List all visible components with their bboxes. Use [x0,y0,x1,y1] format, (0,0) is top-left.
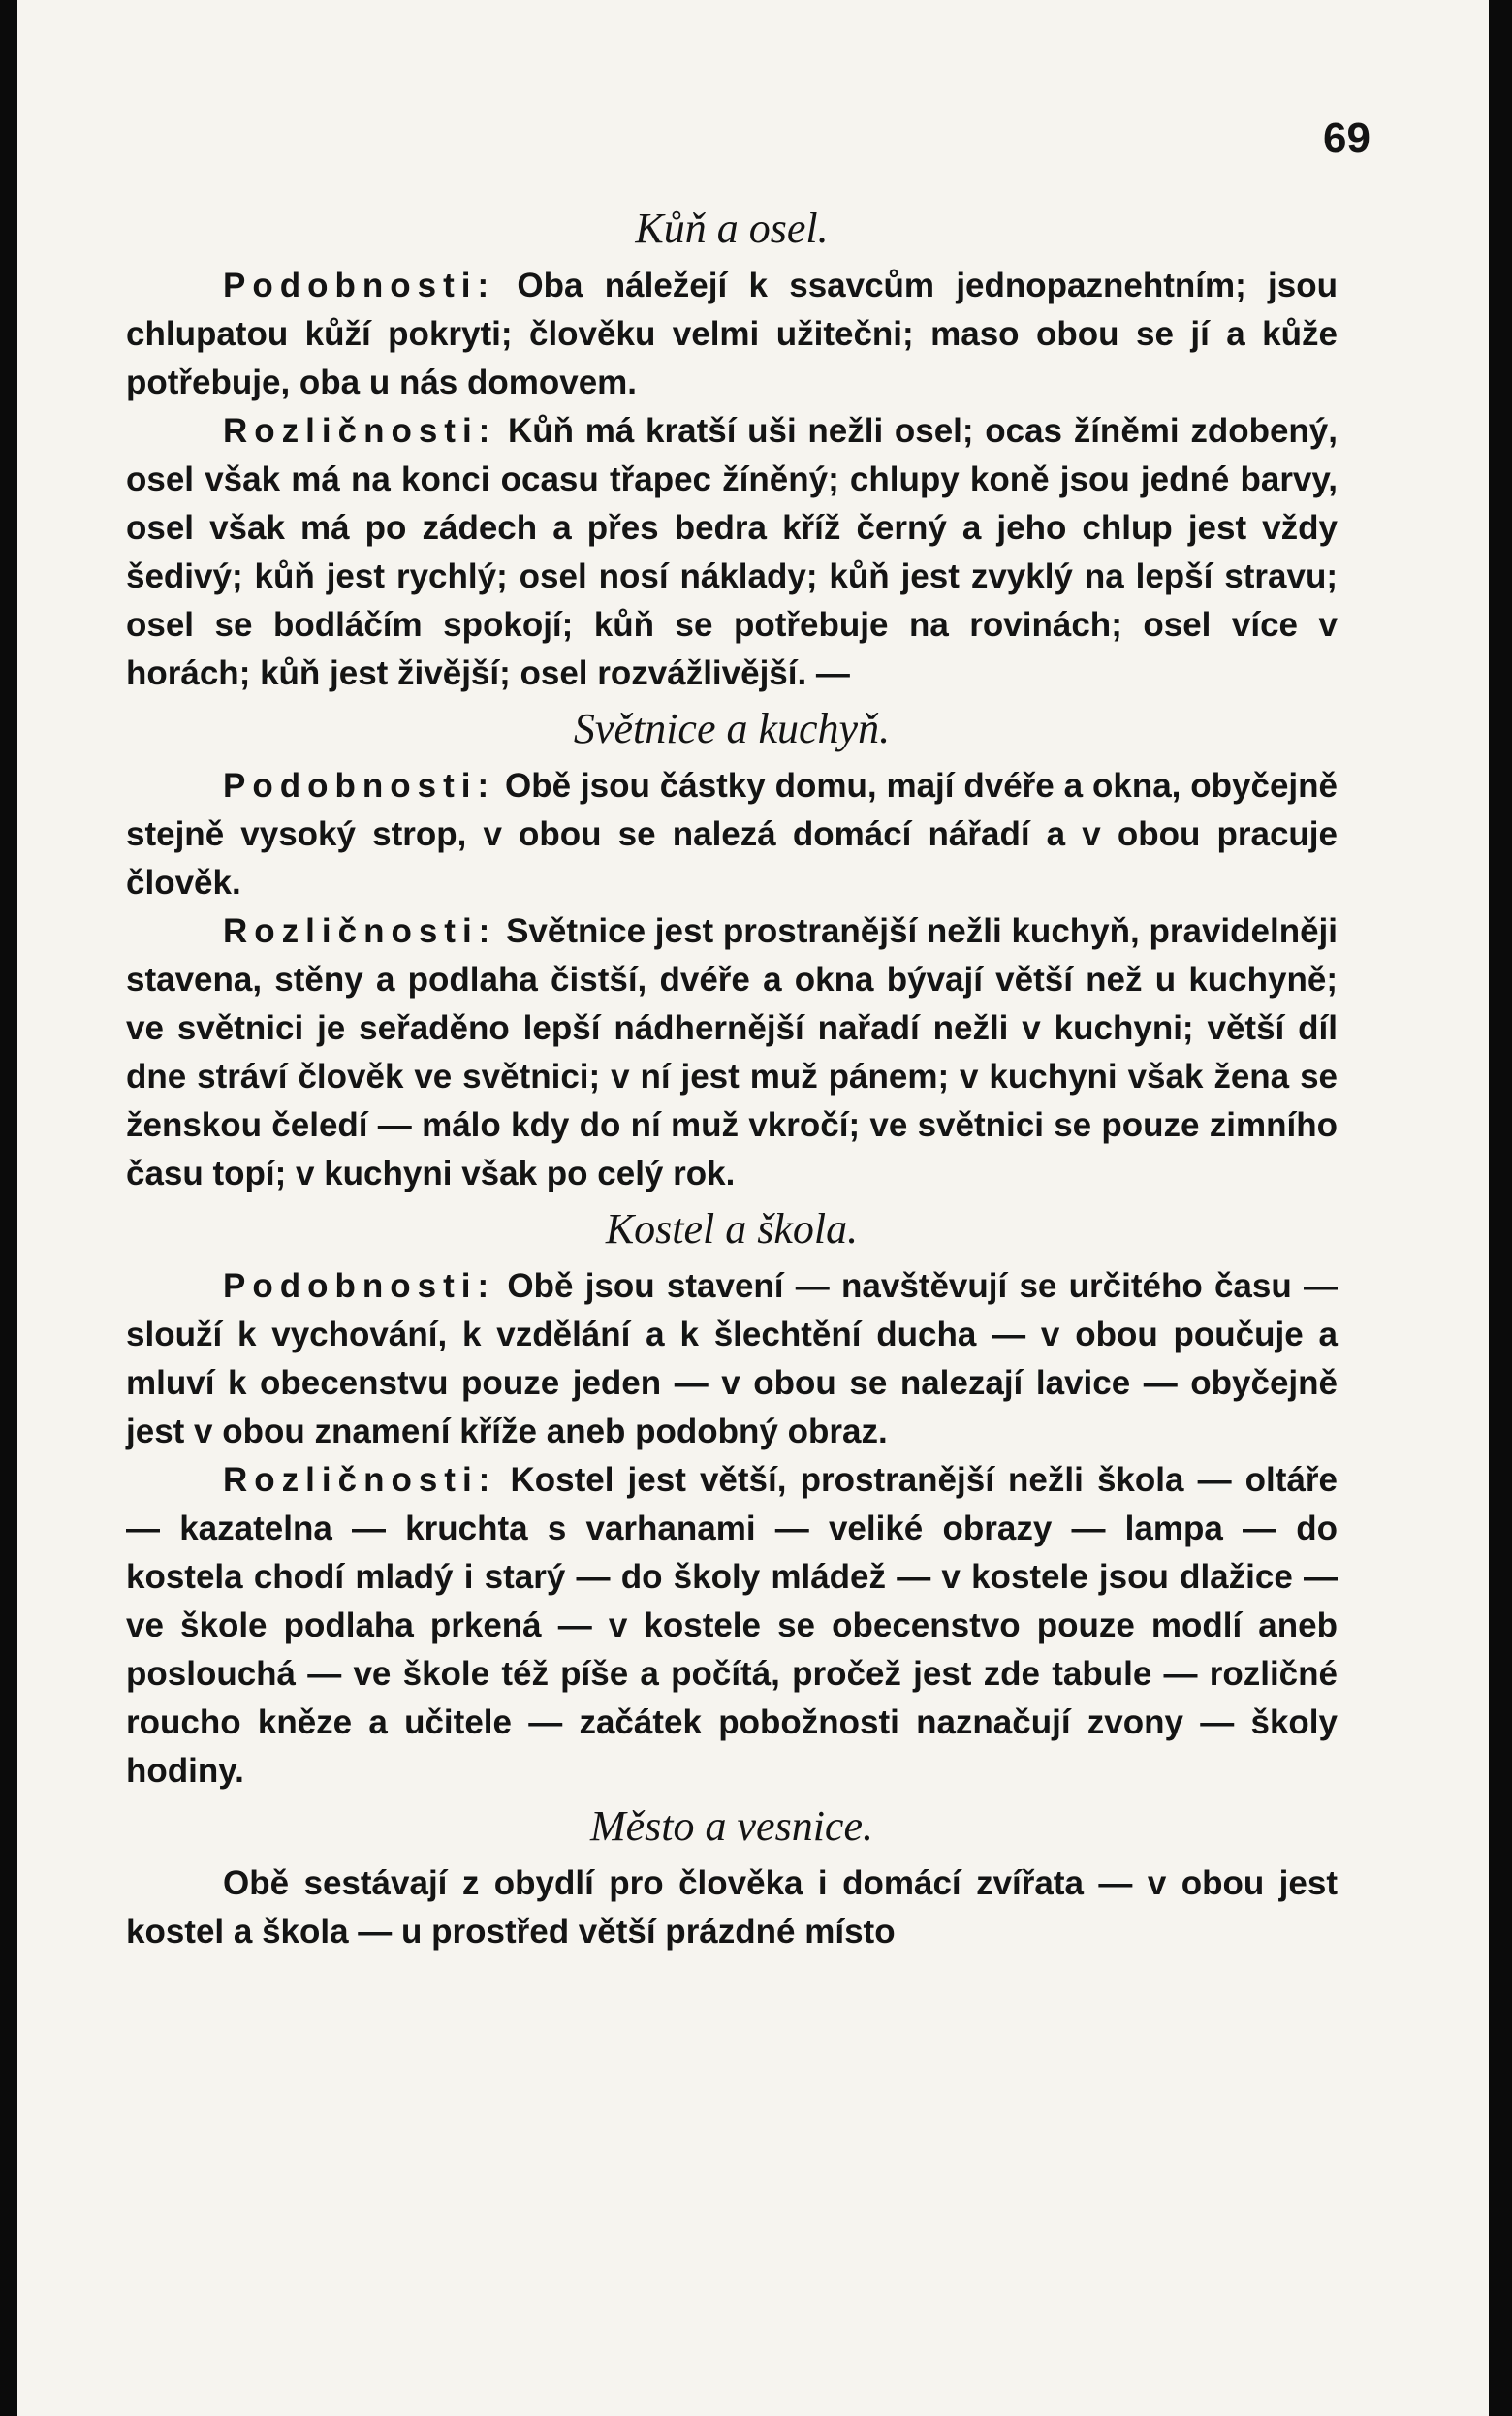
paragraph-term: Podobnosti: [223,267,496,304]
paragraph [126,762,1338,907]
paragraph-text: Obě sestávají z obydlí pro člověka i domácí zvířata — v obou jest kostel a škola — u prostřed větší prázdné místo [126,1864,1338,1951]
section-mesto-a-vesnice [126,1801,1338,1956]
paragraph [126,1456,1338,1796]
section-title: Kostel a škola. [605,1205,859,1253]
paragraph-term: Rozličnosti: [223,412,497,450]
section-title: Světnice a kuchyň. [573,705,891,752]
section-title: Kůň a osel. [635,205,829,252]
section-title: Město a vesnice. [590,1802,873,1850]
paragraph-text: Oba náležejí k ssavcům jednopaznehtním; jsou chlupatou kůží pokryti; člověku velmi užitečni; maso obou se jí a kůže potřebuje, oba u nás domovem. [126,267,1338,401]
paragraph-text: Kůň má kratší uši nežli osel; ocas žíněmi zdobený, osel však má na konci ocasu třapec žíněný; chlupy koně jsou jedné barvy, osel však má po zádech a přes bedra kříž černý a jeho chlup jest vždy šedivý; kůň jest rychlý; osel nosí náklady; kůň jest zvyklý na lepší stravu; osel se bodláčím spokojí; kůň se potřebuje na rovinách; osel více v horách; kůň jest živější; osel rozvážlivější. — [126,412,1338,692]
page-number: 69 [1323,114,1370,162]
paragraph-term: Podobnosti: [223,767,496,805]
paragraph-text: Kostel jest větší, prostranější nežli škola — oltáře — kazatelna — kruchta s varhanami — veliké obrazy — lampa — do kostela chodí mladý i starý — do školy mládež — v kostele jsou dlažice — ve škole podlaha prkená — v kostele se obecenstvo pouze modlí aneb poslouchá — ve škole též píše a počítá, pročež jest zde tabule — rozličné roucho kněze a učitele — začátek pobožnosti naznačují zvony — školy hodiny. [126,1461,1338,1790]
paragraph [126,1860,1338,1956]
paragraph-text: Obě jsou stavení — navštěvují se určitého času — slouží k vychování, k vzdělání a k šlechtění ducha — v obou poučuje a mluví k obecenstvu pouze jeden — v obou se nalezají lavice — obyčejně jest v obou znamení kříže aneb podobný obraz. [126,1267,1338,1450]
section-svetnice-a-kuchyn [126,704,1338,1198]
book-page [126,0,1370,2416]
section-kun-a-osel [126,204,1338,698]
paragraph [126,907,1338,1198]
page-content [126,204,1338,1962]
paragraph [126,1262,1338,1456]
paragraph [126,407,1338,698]
paragraph-term: Rozličnosti: [223,912,497,950]
paragraph-term: Podobnosti: [223,1267,496,1305]
paragraph-text: Obě jsou částky domu, mají dvéře a okna, obyčejně stejně vysoký strop, v obou se nalezá domácí nářadí a v obou pracuje člověk. [126,767,1338,902]
paragraph-text: Světnice jest prostranější nežli kuchyň, pravidelněji stavena, stěny a podlaha čistší, dvéře a okna bývají větší než u kuchyně; ve světnici je seřaděno lepší nádhernější nařadí nežli v kuchyni; větší díl dne stráví člověk ve světnici; v ní jest muž pánem; v kuchyni však žena se ženskou čeledí — málo kdy do ní muž vkročí; ve světnici se pouze zimního času topí; v kuchyni však po celý rok. [126,912,1338,1192]
paragraph [126,262,1338,407]
section-kostel-a-skola [126,1204,1338,1796]
paragraph-term: Rozličnosti: [223,1461,497,1499]
